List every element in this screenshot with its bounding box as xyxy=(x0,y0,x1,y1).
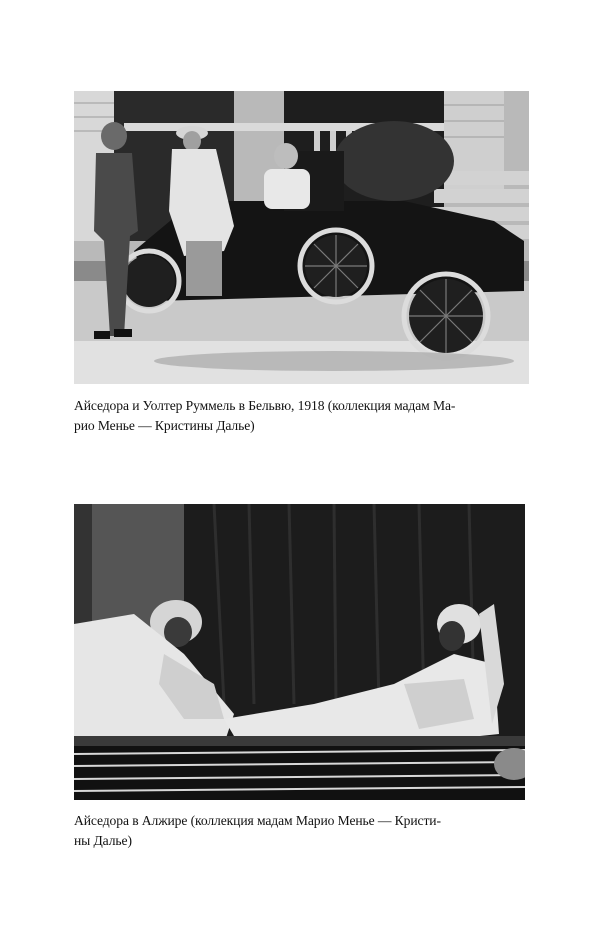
caption-line: Айседора в Алжире (коллекция мадам Марио Менье — Кристи- xyxy=(74,813,441,828)
photo-algeria xyxy=(74,504,525,800)
caption-line: рио Менье — Кристины Далье) xyxy=(74,418,255,433)
caption-line: ны Далье) xyxy=(74,833,132,848)
photo-caption xyxy=(74,396,534,436)
car-scene-illustration xyxy=(74,91,529,384)
photo-caption xyxy=(74,811,534,851)
photo-rummel-bellevue xyxy=(74,91,529,384)
reclining-scene-illustration xyxy=(74,504,525,800)
caption-line: Айседора и Уолтер Руммель в Бельвю, 1918 (коллекция мадам Ма- xyxy=(74,398,456,413)
